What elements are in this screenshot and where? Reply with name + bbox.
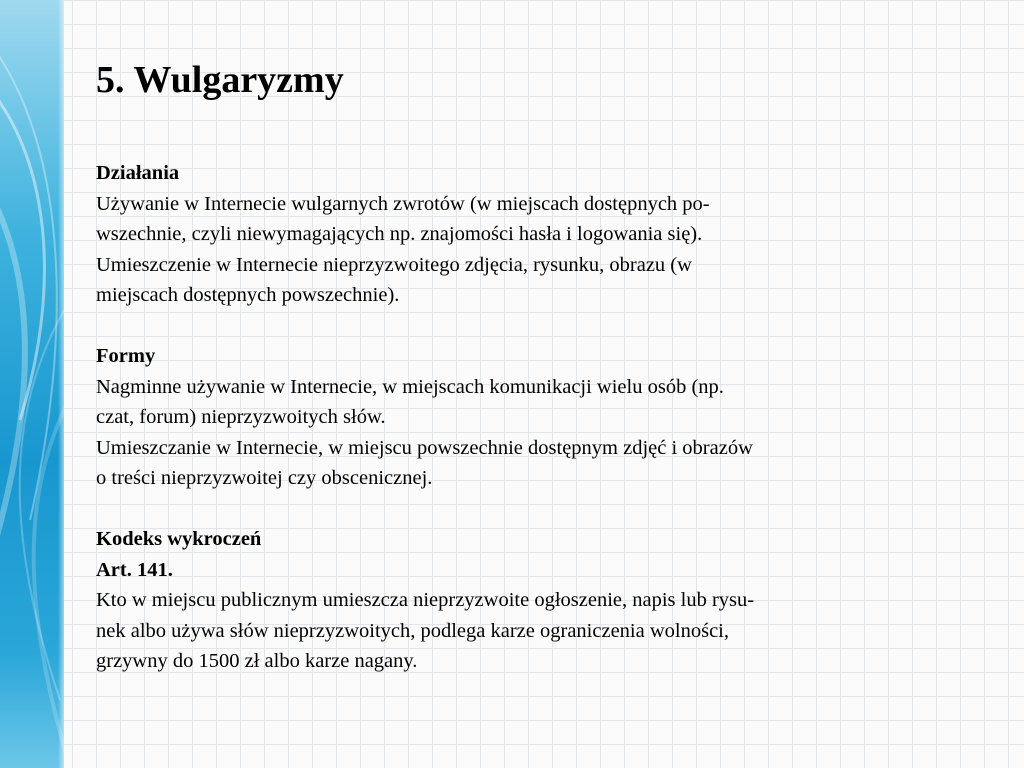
slide-title: 5. Wulgaryzmy	[96, 59, 344, 101]
text-line: czat, forum) nieprzyzwoitych słów.	[96, 406, 386, 428]
slide-content	[96, 158, 936, 707]
text-line: o treści nieprzyzwoitej czy obscenicznej.	[96, 467, 433, 489]
section-formy	[96, 341, 936, 494]
decorative-side-band	[0, 0, 64, 768]
text-line: Umieszczenie w Internecie nieprzyzwoitego zdjęcia, rysunku, obrazu (w	[96, 253, 692, 276]
text-line: Używanie w Internecie wulgarnych zwrotów (w miejscach dostępnych po-	[96, 192, 710, 215]
side-band-edge	[58, 0, 64, 768]
text-line: nek albo używa słów nieprzyzwoitych, podlega karze ograniczenia wolności,	[96, 619, 729, 642]
text-line: Umieszczanie w Internecie, w miejscu powszechnie dostępnym zdjęć i obrazów	[96, 436, 753, 459]
text-line: grzywny do 1500 zł albo karze nagany.	[96, 650, 418, 672]
article-number: Art. 141.	[96, 558, 173, 581]
text-line: Kto w miejscu publicznym umieszcza nieprzyzwoite ogłoszenie, napis lub rysu-	[96, 589, 755, 611]
section-dzialania	[96, 158, 936, 311]
swirl-decoration-icon	[0, 0, 64, 768]
text-line: wszechnie, czyli niewymagających np. znajomości hasła i logowania się).	[96, 223, 703, 245]
text-line: Nagminne używanie w Internecie, w miejscach komunikacji wielu osób (np.	[96, 375, 724, 398]
text-line: miejscach dostępnych powszechnie).	[96, 284, 400, 306]
section-heading-kodeks: Kodeks wykroczeń	[96, 528, 262, 550]
section-heading-formy: Formy	[96, 345, 156, 367]
section-kodeks-wykroczen	[96, 524, 936, 677]
section-heading-dzialania: Działania	[96, 162, 180, 184]
